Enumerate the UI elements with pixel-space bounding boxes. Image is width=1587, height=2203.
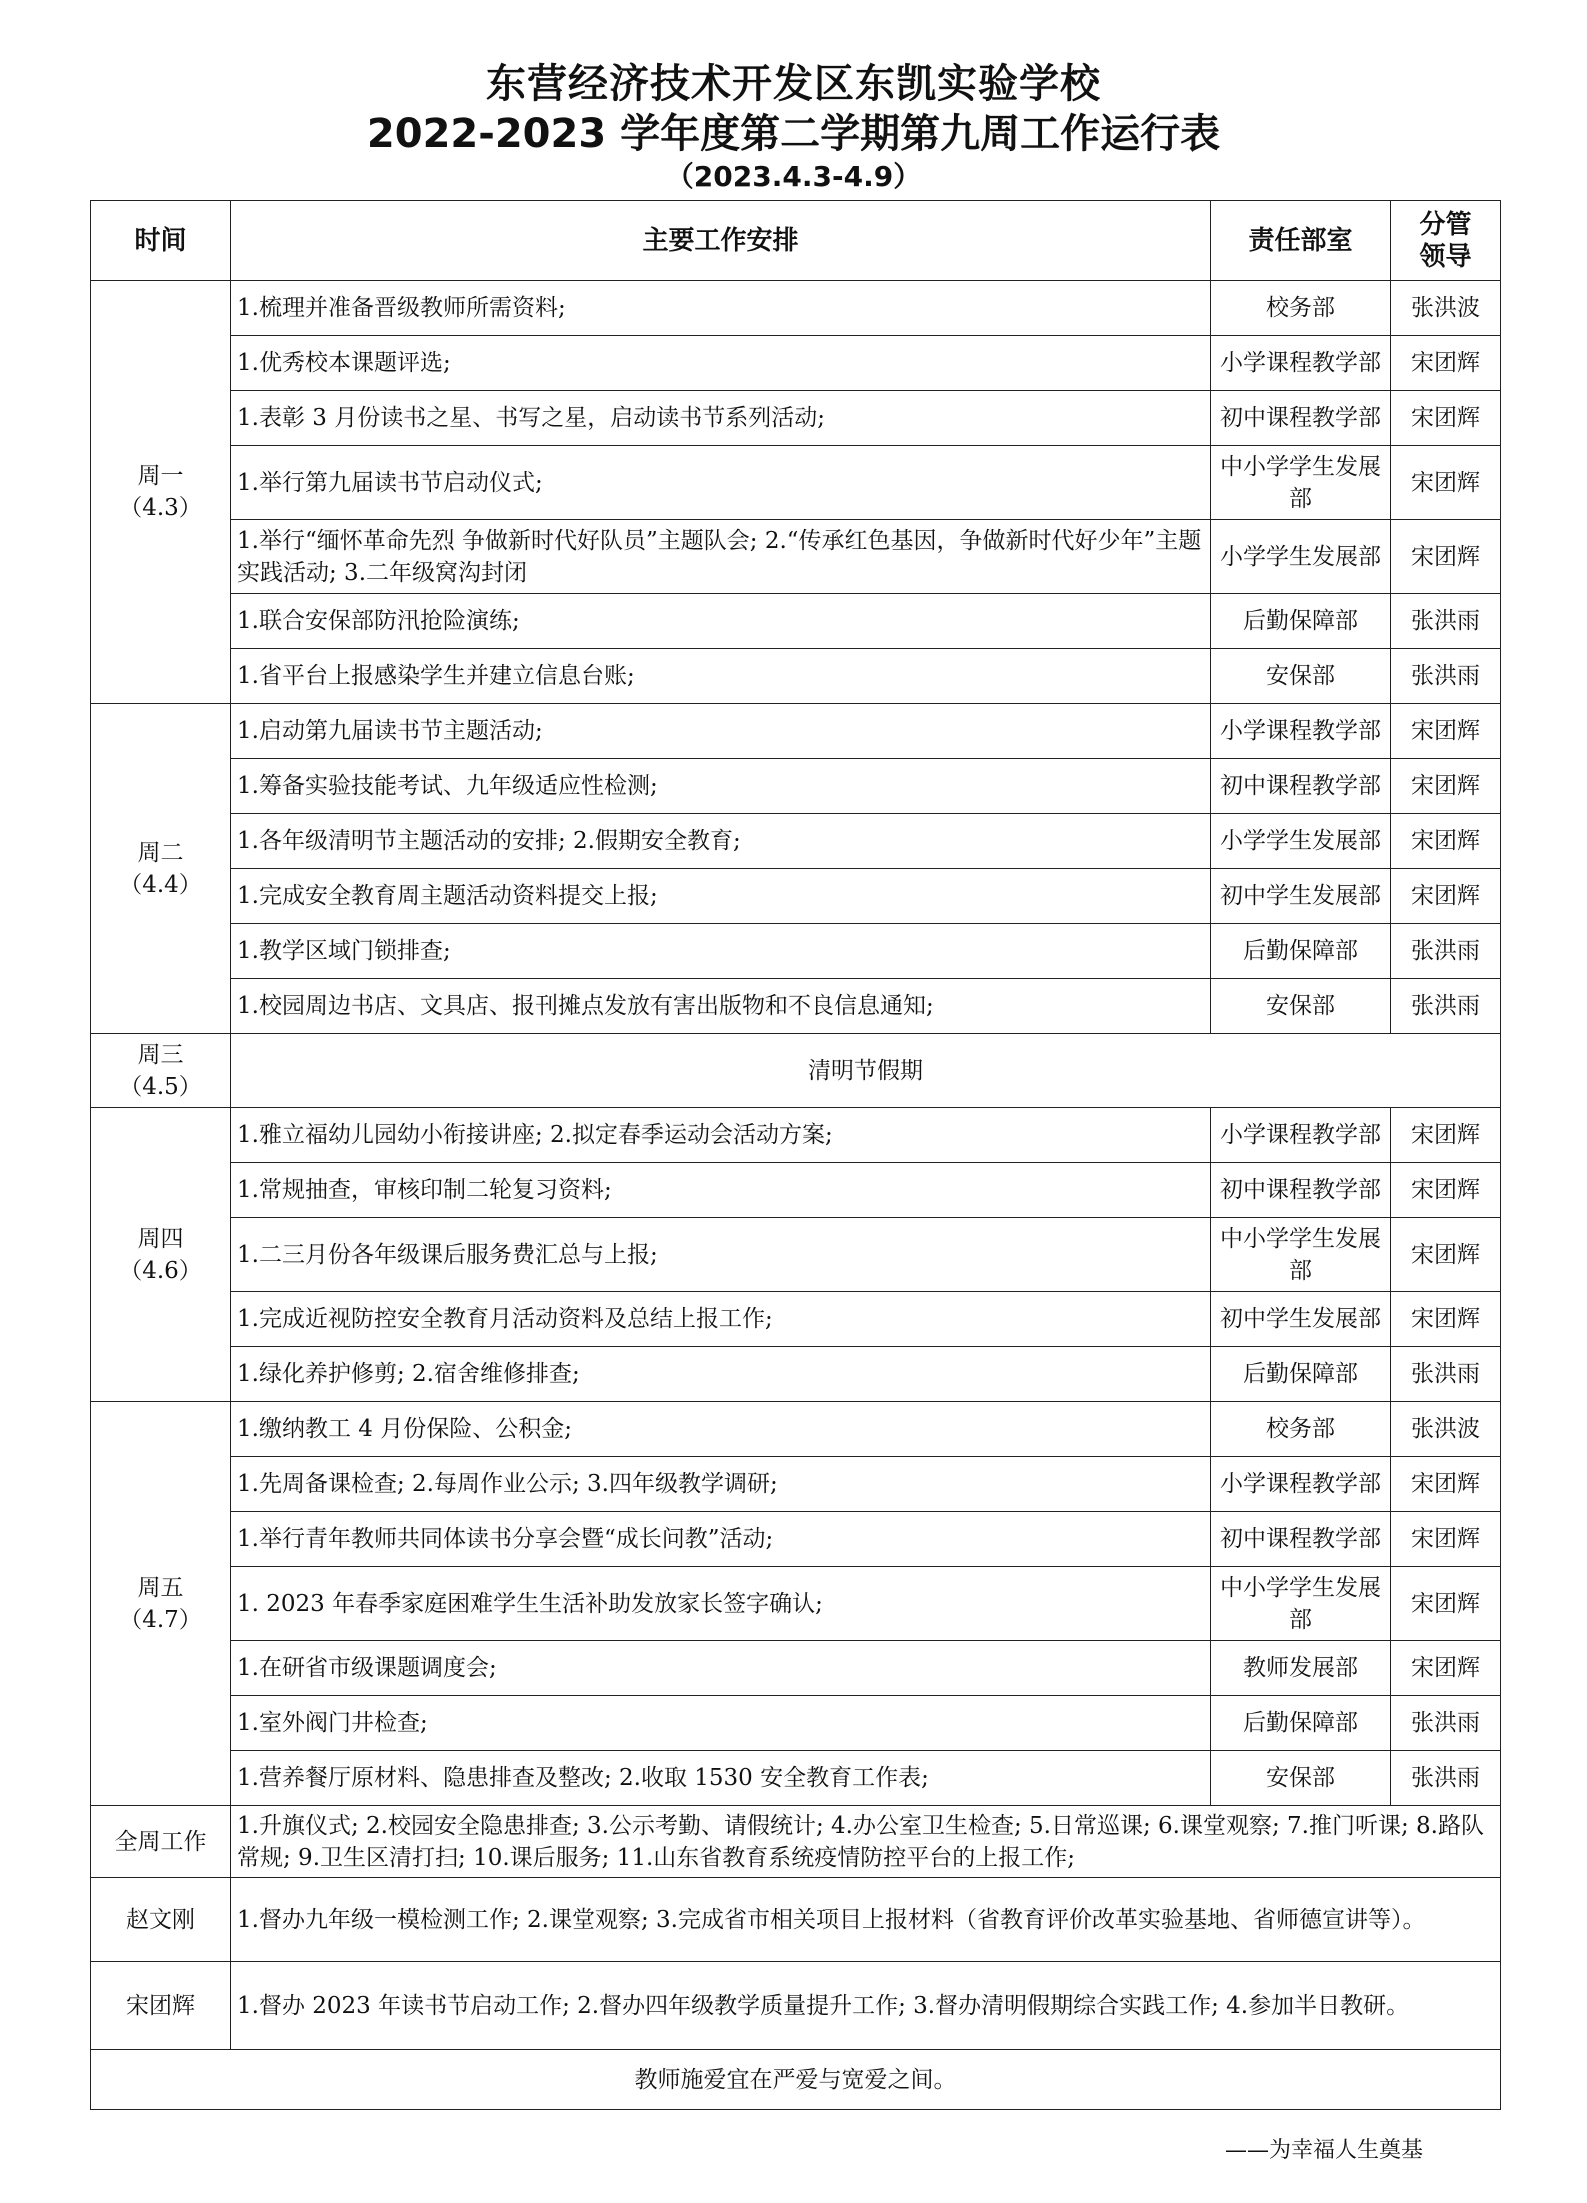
table-row — [91, 1567, 1501, 1641]
department-cell: 初中课程教学部 — [1211, 1512, 1391, 1567]
task-cell: 1.联合安保部防汛抢险演练; — [231, 594, 1211, 649]
department-cell: 后勤保障部 — [1211, 1696, 1391, 1751]
leader-cell: 宋团辉 — [1391, 704, 1501, 759]
header-leader-line2: 领导 — [1419, 241, 1472, 272]
day-date: （4.6） — [119, 1257, 202, 1284]
department-cell: 中小学学生发展部 — [1211, 446, 1391, 520]
day-date: （4.3） — [119, 495, 202, 521]
task-cell: 1.完成近视防控安全教育月活动资料及总结上报工作; — [231, 1292, 1211, 1347]
leader-cell: 宋团辉 — [1391, 1218, 1501, 1292]
table-row — [91, 1751, 1501, 1806]
day-date: （4.4） — [119, 871, 202, 898]
table-row — [91, 1696, 1501, 1751]
table-row — [91, 924, 1501, 979]
leader-cell: 张洪波 — [1391, 1402, 1501, 1457]
table-row — [91, 759, 1501, 814]
table-row — [91, 869, 1501, 924]
leader-cell: 宋团辉 — [1391, 446, 1501, 520]
table-row — [91, 281, 1501, 336]
task-cell: 1.常规抽查，审核印制二轮复习资料; — [231, 1163, 1211, 1218]
task-cell: 1.营养餐厅原材料、隐患排查及整改; 2.收取 1530 安全教育工作表; — [231, 1751, 1211, 1806]
task-cell: 1.举行青年教师共同体读书分享会暨“成长问教”活动; — [231, 1512, 1211, 1567]
table-row — [91, 1108, 1501, 1163]
task-cell: 1.完成安全教育周主题活动资料提交上报; — [231, 869, 1211, 924]
leader-name: 宋团辉 — [91, 1962, 231, 2050]
leader-cell: 宋团辉 — [1391, 1108, 1501, 1163]
task-cell: 1.梳理并准备晋级教师所需资料; — [231, 281, 1211, 336]
leader-name: 赵文刚 — [91, 1878, 231, 1962]
leader-cell: 张洪雨 — [1391, 924, 1501, 979]
table-row — [91, 1292, 1501, 1347]
day-row-holiday — [91, 1034, 1501, 1108]
header-time: 时间 — [91, 201, 231, 281]
department-cell: 初中学生发展部 — [1211, 1292, 1391, 1347]
leader-cell: 张洪雨 — [1391, 1696, 1501, 1751]
task-cell: 1.表彰 3 月份读书之星、书写之星，启动读书节系列活动; — [231, 391, 1211, 446]
day-date: （4.5） — [119, 1073, 202, 1100]
leader-cell: 宋团辉 — [1391, 336, 1501, 391]
table-row — [91, 1347, 1501, 1402]
table-row — [91, 979, 1501, 1034]
task-cell: 1.绿化养护修剪; 2.宿舍维修排查; — [231, 1347, 1211, 1402]
department-cell: 小学课程教学部 — [1211, 336, 1391, 391]
leader-cell: 宋团辉 — [1391, 869, 1501, 924]
leader-cell: 宋团辉 — [1391, 759, 1501, 814]
department-cell: 小学学生发展部 — [1211, 520, 1391, 594]
task-cell: 1.启动第九届读书节主题活动; — [231, 704, 1211, 759]
department-cell: 初中课程教学部 — [1211, 391, 1391, 446]
leader-cell: 张洪雨 — [1391, 1347, 1501, 1402]
department-cell: 安保部 — [1211, 1751, 1391, 1806]
task-cell: 1. 2023 年春季家庭困难学生生活补助发放家长签字确认; — [231, 1567, 1211, 1641]
department-cell: 中小学学生发展部 — [1211, 1218, 1391, 1292]
school-title: 东营经济技术开发区东凯实验学校 — [486, 61, 1101, 107]
motto-text: 教师施爱宜在严爱与宽爱之间。 — [91, 2050, 1501, 2110]
department-cell: 后勤保障部 — [1211, 924, 1391, 979]
task-cell: 1.举行“缅怀革命先烈 争做新时代好队员”主题队会; 2.“传承红色基因，争做新时代好少年”主题实践活动; 3.二年级窝沟封闭 — [231, 520, 1211, 594]
leader-cell: 宋团辉 — [1391, 1163, 1501, 1218]
day-cell — [91, 704, 231, 1034]
weekly-label: 全周工作 — [91, 1806, 231, 1878]
task-cell: 1.筹备实验技能考试、九年级适应性检测; — [231, 759, 1211, 814]
task-cell: 1.室外阀门井检查; — [231, 1696, 1211, 1751]
department-cell: 后勤保障部 — [1211, 1347, 1391, 1402]
leader-cell: 张洪雨 — [1391, 649, 1501, 704]
department-cell: 安保部 — [1211, 979, 1391, 1034]
weekly-text: 1.升旗仪式; 2.校园安全隐患排查; 3.公示考勤、请假统计; 4.办公室卫生检查; 5.日常巡课; 6.课堂观察; 7.推门听课; 8.路队常规; 9.卫生区清打扫; 10.课后服务; 11.山东省教育系统疫情防控平台的上报工作; — [231, 1806, 1501, 1878]
leader-cell: 宋团辉 — [1391, 1567, 1501, 1641]
task-cell: 1.校园周边书店、文具店、报刊摊点发放有害出版物和不良信息通知; — [231, 979, 1211, 1034]
table-row — [91, 446, 1501, 520]
day-cell — [91, 281, 231, 704]
table-row — [91, 1641, 1501, 1696]
task-cell: 1.省平台上报感染学生并建立信息台账; — [231, 649, 1211, 704]
task-cell: 1.优秀校本课题评选; — [231, 336, 1211, 391]
leader-row — [91, 1878, 1501, 1962]
day-name: 周二 — [137, 839, 184, 866]
department-cell: 校务部 — [1211, 281, 1391, 336]
weekly-schedule-table — [90, 200, 1501, 2110]
leader-cell: 张洪雨 — [1391, 594, 1501, 649]
day-name: 周四 — [137, 1225, 184, 1252]
table-row — [91, 704, 1501, 759]
department-cell: 小学课程教学部 — [1211, 704, 1391, 759]
date-range: （2023.4.3-4.9） — [665, 160, 922, 193]
table-row — [91, 649, 1501, 704]
table-header-row — [91, 201, 1501, 281]
task-cell: 1.各年级清明节主题活动的安排; 2.假期安全教育; — [231, 814, 1211, 869]
table-row — [91, 1218, 1501, 1292]
leader-cell: 宋团辉 — [1391, 391, 1501, 446]
table-row — [91, 1512, 1501, 1567]
leader-cell: 宋团辉 — [1391, 1512, 1501, 1567]
table-row — [91, 391, 1501, 446]
department-cell: 小学课程教学部 — [1211, 1108, 1391, 1163]
department-cell: 安保部 — [1211, 649, 1391, 704]
leader-row — [91, 1962, 1501, 2050]
task-cell: 1.先周备课检查; 2.每周作业公示; 3.四年级教学调研; — [231, 1457, 1211, 1512]
table-row — [91, 814, 1501, 869]
leader-cell: 张洪雨 — [1391, 979, 1501, 1034]
day-cell — [91, 1034, 231, 1108]
leader-cell: 宋团辉 — [1391, 520, 1501, 594]
day-date: （4.7） — [119, 1606, 202, 1633]
table-row — [91, 520, 1501, 594]
department-cell: 小学课程教学部 — [1211, 1457, 1391, 1512]
leader-cell: 宋团辉 — [1391, 1457, 1501, 1512]
task-cell: 1.二三月份各年级课后服务费汇总与上报; — [231, 1218, 1211, 1292]
footer-slogan: ——为幸福人生奠基 — [1225, 2138, 1424, 2163]
day-cell — [91, 1108, 231, 1402]
leader-cell: 宋团辉 — [1391, 814, 1501, 869]
day-name: 周五 — [137, 1574, 184, 1601]
day-name: 周一 — [137, 463, 184, 489]
department-cell: 后勤保障部 — [1211, 594, 1391, 649]
table-row — [91, 1402, 1501, 1457]
header-leader-line1: 分管 — [1419, 209, 1472, 240]
header-department: 责任部室 — [1211, 201, 1391, 281]
department-cell: 初中学生发展部 — [1211, 869, 1391, 924]
motto-row — [91, 2050, 1501, 2110]
weekly-work-row — [91, 1806, 1501, 1878]
table-row — [91, 1163, 1501, 1218]
department-cell: 小学学生发展部 — [1211, 814, 1391, 869]
schedule-title: 2022-2023 学年度第二学期第九周工作运行表 — [366, 111, 1221, 157]
leader-cell: 张洪雨 — [1391, 1751, 1501, 1806]
leader-cell: 张洪波 — [1391, 281, 1501, 336]
header-tasks: 主要工作安排 — [231, 201, 1211, 281]
department-cell: 中小学学生发展部 — [1211, 1567, 1391, 1641]
table-row — [91, 1457, 1501, 1512]
leader-duties: 1.督办九年级一模检测工作; 2.课堂观察; 3.完成省市相关项目上报材料（省教育评价改革实验基地、省师德宣讲等）。 — [231, 1878, 1501, 1962]
day-name: 周三 — [137, 1041, 184, 1068]
table-row — [91, 336, 1501, 391]
header-leader — [1391, 201, 1501, 281]
department-cell: 初中课程教学部 — [1211, 759, 1391, 814]
holiday-cell: 清明节假期 — [231, 1034, 1501, 1108]
department-cell: 初中课程教学部 — [1211, 1163, 1391, 1218]
task-cell: 1.教学区域门锁排查; — [231, 924, 1211, 979]
leader-duties: 1.督办 2023 年读书节启动工作; 2.督办四年级教学质量提升工作; 3.督办清明假期综合实践工作; 4.参加半日教研。 — [231, 1962, 1501, 2050]
leader-cell: 宋团辉 — [1391, 1641, 1501, 1696]
leader-cell: 宋团辉 — [1391, 1292, 1501, 1347]
department-cell: 校务部 — [1211, 1402, 1391, 1457]
day-cell — [91, 1402, 231, 1806]
task-cell: 1.缴纳教工 4 月份保险、公积金; — [231, 1402, 1211, 1457]
table-row — [91, 594, 1501, 649]
task-cell: 1.雅立福幼儿园幼小衔接讲座; 2.拟定春季运动会活动方案; — [231, 1108, 1211, 1163]
task-cell: 1.举行第九届读书节启动仪式; — [231, 446, 1211, 520]
task-cell: 1.在研省市级课题调度会; — [231, 1641, 1211, 1696]
department-cell: 教师发展部 — [1211, 1641, 1391, 1696]
